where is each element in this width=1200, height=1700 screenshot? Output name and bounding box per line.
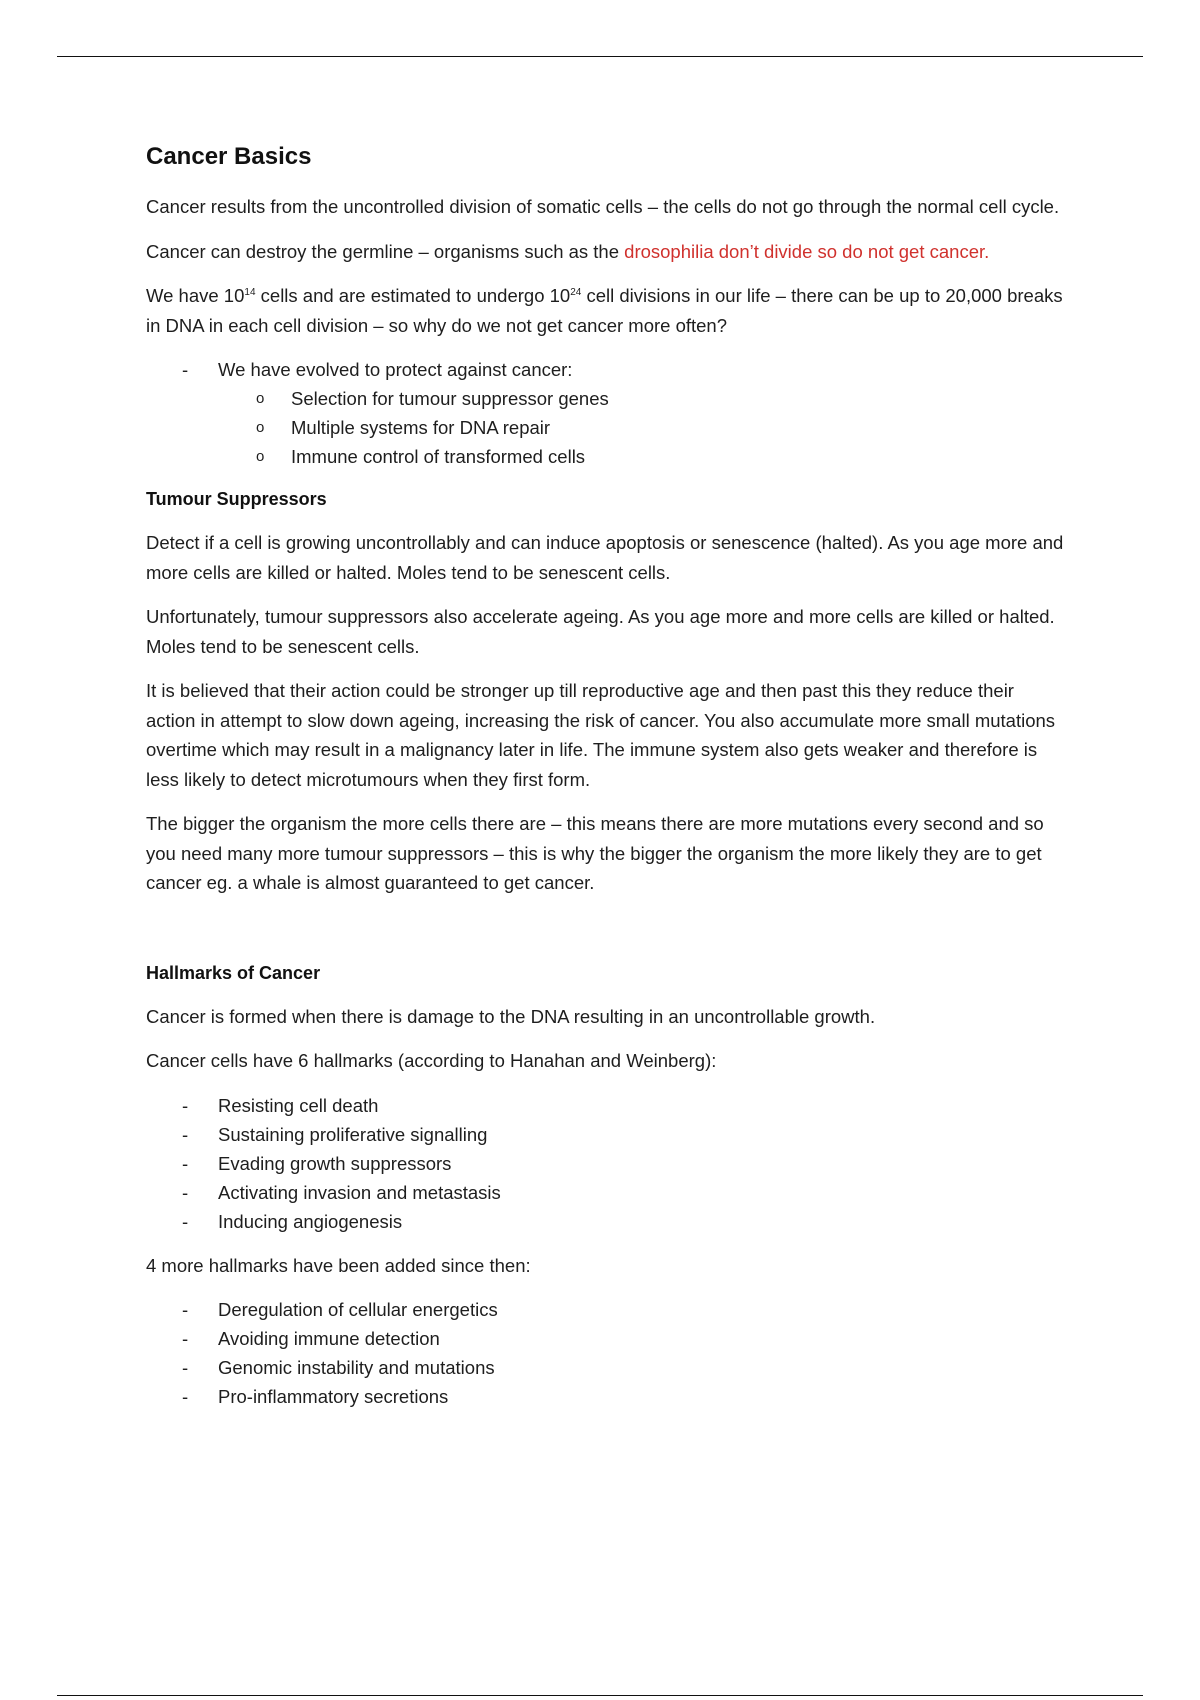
sub-list-item xyxy=(146,413,1066,442)
paragraph-cancer-results: Cancer results from the uncontrolled division of somatic cells – the cells do not go through the normal cell cycle. xyxy=(146,196,1060,217)
protection-list xyxy=(146,355,1066,471)
circle-bullet: o xyxy=(256,390,265,407)
paragraph-ageing: Unfortunately, tumour suppressors also accelerate ageing. As you age more and more cells are killed or halted. Moles tend to be senescent cells. xyxy=(146,606,1055,657)
paragraph-four-more: 4 more hallmarks have been added since then: xyxy=(146,1254,531,1276)
dash-bullet: - xyxy=(182,1299,189,1320)
list-item-text: We have evolved to protect against cancer: xyxy=(218,359,573,380)
cell-count-text-b: cells and are estimated to undergo 10 xyxy=(255,285,571,306)
protection-sublist xyxy=(218,384,1066,471)
new-hallmark-text: Avoiding immune detection xyxy=(218,1328,440,1349)
hallmarks-list xyxy=(146,1091,1066,1236)
list-item xyxy=(146,1324,1066,1353)
cell-count-text-c: cell divisions in our life – there can be up to 20,000 breaks in DNA in each cell division – so why do we not get cancer more often? xyxy=(146,285,1063,336)
footer-rule xyxy=(57,1695,1143,1696)
list-item xyxy=(146,1120,1066,1149)
new-hallmark-text: Pro-inflammatory secretions xyxy=(218,1386,449,1407)
paragraph-reproductive-age: It is believed that their action could be stronger up till reproductive age and then past this they reduce their action in attempt to slow down ageing, increasing the risk of cancer. You also accumulate more small mutations overtime which may result in a malignancy later in life. The immune system also gets weaker and therefore is less likely to detect microtumours when they first form. xyxy=(146,680,1056,790)
dash-bullet: - xyxy=(182,1123,189,1145)
paragraph-bigger-organism: The bigger the organism the more cells there are – this means there are more mutations every second and so you need many more tumour suppressors – this is why the bigger the organism the more likely they are to get cancer eg. a whale is almost guaranteed to get cancer. xyxy=(146,813,1044,893)
circle-bullet: o xyxy=(256,448,265,465)
section-title-hallmarks: Hallmarks of Cancer xyxy=(146,962,321,983)
paragraph-germline xyxy=(146,237,1066,267)
sub-list-item-text: Multiple systems for DNA repair xyxy=(291,417,551,438)
list-item xyxy=(146,1207,1066,1236)
list-item xyxy=(146,1091,1066,1120)
dash-bullet: - xyxy=(182,1386,189,1407)
list-item xyxy=(146,1178,1066,1207)
cell-count-text-a: We have 10 xyxy=(146,285,245,306)
sub-list-item-text: Immune control of transformed cells xyxy=(291,446,586,467)
dash-bullet: - xyxy=(182,1152,189,1174)
dash-bullet: - xyxy=(182,1094,189,1116)
section-title-tumour-suppressors: Tumour Suppressors xyxy=(146,489,327,509)
list-item xyxy=(146,1353,1066,1382)
list-item xyxy=(146,1149,1066,1178)
circle-bullet: o xyxy=(256,419,265,436)
hallmark-text: Sustaining proliferative signalling xyxy=(218,1123,488,1145)
document-body xyxy=(146,140,1066,1426)
list-item xyxy=(146,1382,1066,1411)
list-item xyxy=(146,355,1066,471)
new-hallmark-text: Deregulation of cellular energetics xyxy=(218,1299,498,1320)
dash-bullet: - xyxy=(182,1357,189,1378)
dash-bullet: - xyxy=(182,1328,189,1349)
highlighted-text-drosophilia: drosophilia don’t divide so do not get cancer. xyxy=(624,240,990,262)
dash-bullet: - xyxy=(182,1181,189,1203)
dash-bullet: - xyxy=(182,359,189,380)
sub-list-item xyxy=(146,384,1066,413)
paragraph-six-hallmarks: Cancer cells have 6 hallmarks (according to Hanahan and Weinberg): xyxy=(146,1050,717,1071)
section-spacer xyxy=(146,913,1066,960)
hallmark-text: Activating invasion and metastasis xyxy=(218,1181,501,1203)
hallmark-text: Resisting cell death xyxy=(218,1094,379,1116)
section-title-cancer-basics: Cancer Basics xyxy=(146,143,312,170)
paragraph-detect: Detect if a cell is growing uncontrollably and can induce apoptosis or senescence (halted). As you age more and more cells are killed or halted. Moles tend to be senescent cells. xyxy=(146,532,1064,583)
paragraph-cancer-formed: Cancer is formed when there is damage to the DNA resulting in an uncontrollable growth. xyxy=(146,1005,876,1027)
new-hallmarks-list xyxy=(146,1295,1066,1411)
hallmark-text: Inducing angiogenesis xyxy=(218,1210,403,1232)
sub-list-item xyxy=(146,442,1066,471)
exponent-24: 24 xyxy=(570,286,582,298)
hallmark-text: Evading growth suppressors xyxy=(218,1152,452,1174)
dash-bullet: - xyxy=(182,1210,189,1232)
header-rule xyxy=(57,56,1143,57)
exponent-14: 14 xyxy=(244,286,256,298)
new-hallmark-text: Genomic instability and mutations xyxy=(218,1357,495,1378)
sub-list-item-text: Selection for tumour suppressor genes xyxy=(291,388,609,409)
paragraph-cell-count xyxy=(146,281,1066,340)
paragraph-germline-text: Cancer can destroy the germline – organisms such as the xyxy=(146,240,625,262)
list-item xyxy=(146,1295,1066,1324)
